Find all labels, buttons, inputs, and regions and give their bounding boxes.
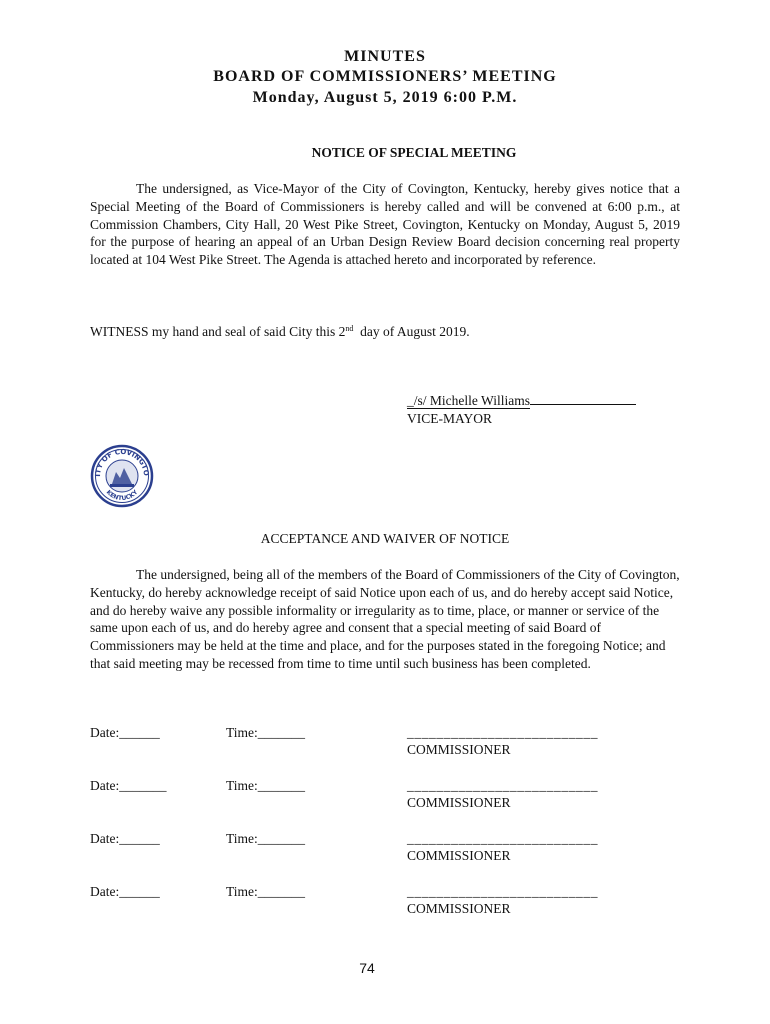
notice-body: The undersigned, as Vice-Mayor of the City of Covington, Kentucky, hereby gives notice that a Special Meeting of the Board of Commissioners is hereby called and will be convened at 6:00 p.m., at Commission Chambers, City Hall, 20 West Pike Street, Covington, Kentucky on Monday, August 5, 2019 for the purpose of hearing an appeal of an Urban Design Review Board decision concerning real property located at 104 West Pike Street. The Agenda is attached hereto and incorporated by reference. [90,181,680,268]
time-field[interactable]: Time:_______ [226,778,306,793]
city-seal [90,444,154,508]
seal-text-bottom: KENTUCKY [104,488,140,503]
acceptance-title: ACCEPTANCE AND WAIVER OF NOTICE [260,531,510,546]
commissioner-label: COMMISSIONER [407,742,511,757]
commissioner-signature-line[interactable]: __________________________ [407,884,599,899]
commissioner-signature-line[interactable]: __________________________ [407,778,599,793]
commissioner-label: COMMISSIONER [407,795,511,810]
date-field[interactable]: Date:______ [90,884,160,899]
vice-mayor-signature [407,393,636,409]
commissioner-signature-line[interactable]: __________________________ [407,725,599,740]
commissioner-label: COMMISSIONER [407,848,511,863]
signature-row [90,831,690,867]
signature-row [90,725,690,761]
vice-mayor-title: VICE-MAYOR [407,411,493,426]
page-number: 74 [359,960,375,976]
commissioner-signature-line[interactable]: __________________________ [407,831,599,846]
signature-name: _/s/ Michelle Williams [407,393,530,408]
notice-title: NOTICE OF SPECIAL MEETING [311,145,517,160]
acceptance-body: The undersigned, being all of the members of the Board of Commissioners of the City of Covington, Kentucky, do hereby acknowledge receipt of said Notice upon each of us, and do hereby accept said Notice, and do hereby waive any possible informality or irregularity as to time, place, or manner or service of the same upon each of us, and do hereby agree and consent that a special meeting of said Board of Commissioners may be held at the time and place, and for the purposes stated in the foregoing Notice; and that said meeting may be recessed from time to time until such business has been completed. [90,567,680,671]
meeting-date-heading: Monday, August 5, 2019 6:00 P.M. [252,89,518,106]
time-field[interactable]: Time:_______ [226,831,306,846]
date-field[interactable]: Date:______ [90,725,160,740]
time-field[interactable]: Time:_______ [226,884,306,899]
date-field[interactable]: Date:______ [90,831,160,846]
signature-line [530,393,636,405]
seal-text-top: ITY OF COVINGTO [93,447,151,477]
witness-ordinal: nd [345,324,354,333]
witness-text: WITNESS my hand and seal of said City this 2 [90,324,346,339]
witness-text-end: day of August 2019. [353,324,470,339]
date-field[interactable]: Date:_______ [90,778,167,793]
seal-base [110,484,134,487]
city-seal-icon [90,444,154,508]
commissioner-label: COMMISSIONER [407,901,511,916]
time-field[interactable]: Time:_______ [226,725,306,740]
signature-row [90,778,690,814]
meeting-heading: BOARD OF COMMISSIONERS’ MEETING [213,68,557,85]
signature-row [90,884,690,920]
witness-statement [90,320,680,341]
minutes-heading: MINUTES [344,48,426,65]
